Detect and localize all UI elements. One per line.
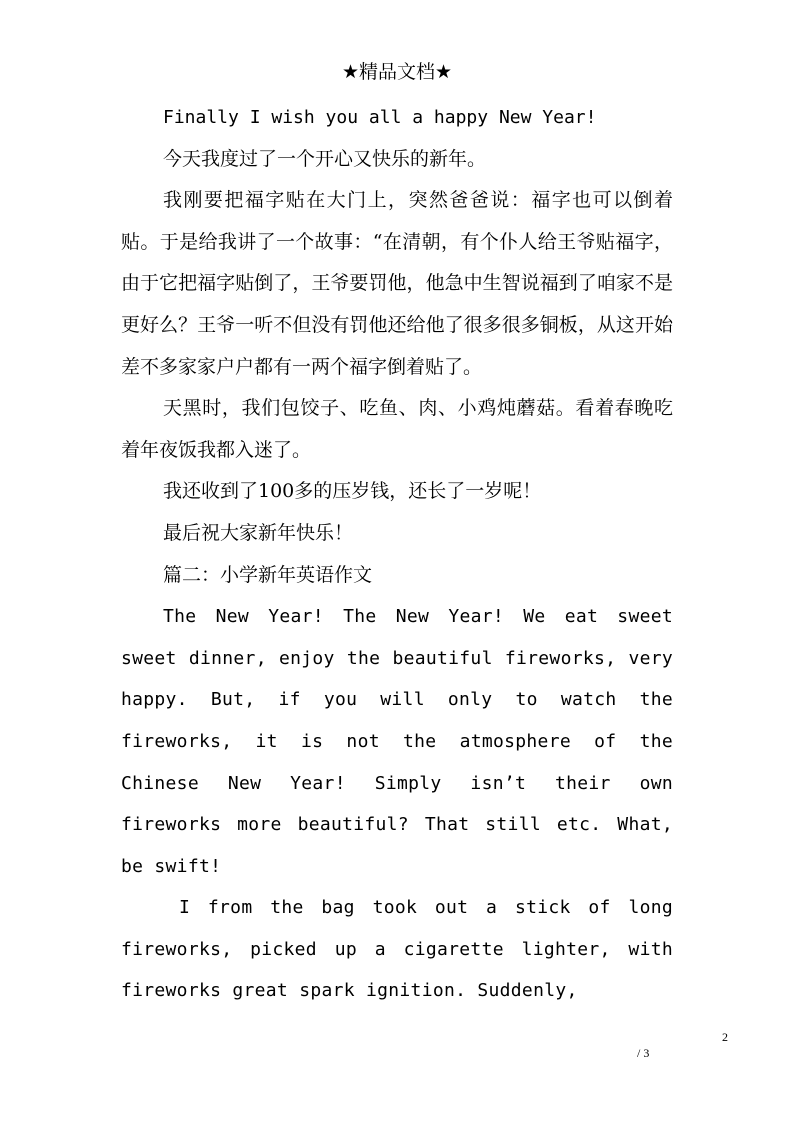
document-body [121,97,673,1012]
paragraph-fireworks-english: I from the bag took out a stick of long fireworks, picked up a cigarette lighter, with fireworks great spark ignition. Suddenly, [121,897,673,1002]
page-number: 2 [722,1030,728,1044]
paragraph-closing-wish: 最后祝大家新年快乐！ [163,521,354,544]
paragraph-english-greeting: Finally I wish you all a happy New Year! [163,107,597,128]
paragraph-red-envelope: 我还收到了100多的压岁钱，还长了一岁呢！ [163,480,542,503]
paragraph-dinner: 天黑时，我们包饺子、吃鱼、肉、小鸡炖蘑菇。看着春晚吃着年夜饭我都入迷了。 [121,397,673,461]
paragraph-intro: 今天我度过了一个开心又快乐的新年。 [163,147,487,170]
page-total: / 3 [637,1046,650,1060]
page-header: ★精品文档★ [341,61,453,83]
paragraph-new-year-english: The New Year! The New Year! We eat sweet sweet dinner, enjoy the beautiful fireworks, very happy. But, if you will only to watch the fireworks, it is not the atmosphere of the Chinese New Year! Simply isn’t their own fireworks more beautiful? That still etc. What, be swift! [121,606,673,877]
paragraph-fu-story: 我刚要把福字贴在大门上，突然爸爸说：福字也可以倒着贴。于是给我讲了一个故事：“在清朝，有个仆人给王爷贴福字，由于它把福字贴倒了，王爷要罚他，他急中生智说福到了咱家不是更好么？王爷一听不但没有罚他还给他了很多很多铜板，从这开始差不多家家户户都有一两个福字倒着贴了。 [121,189,673,378]
section-heading: 篇二：小学新年英语作文 [163,563,373,586]
